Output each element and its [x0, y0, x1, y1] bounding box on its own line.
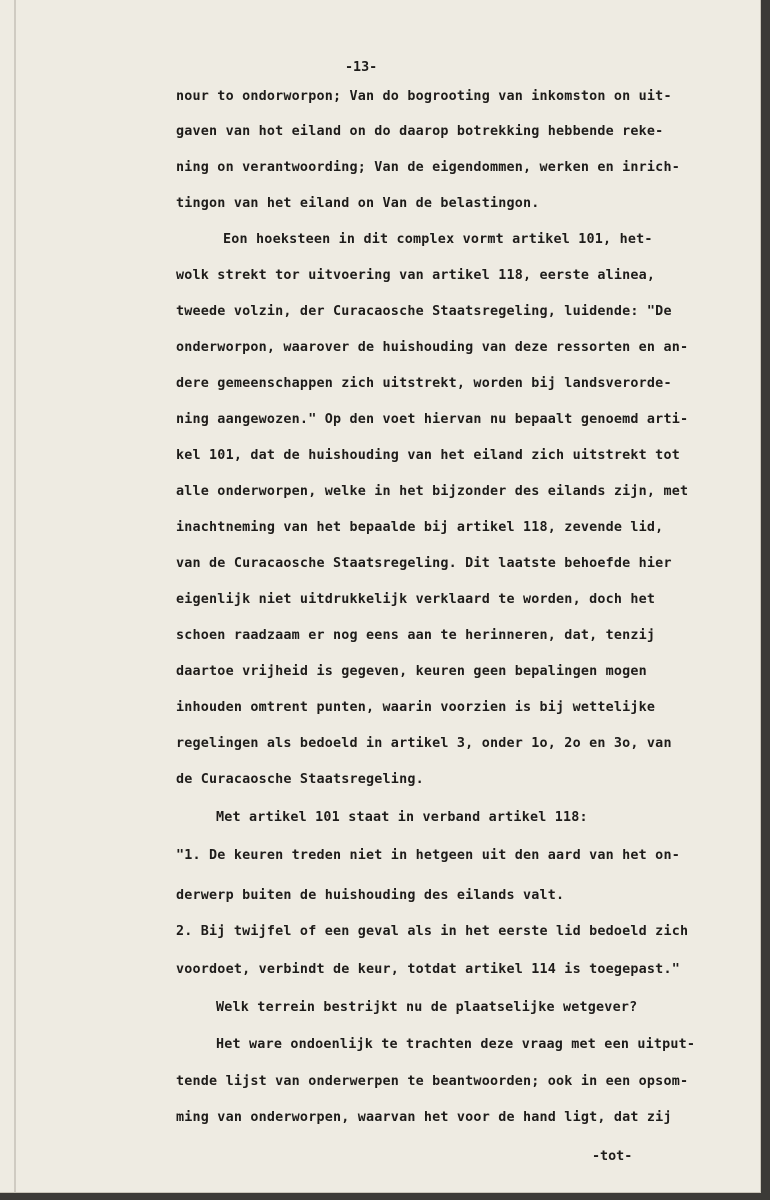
text-line: kel 101, dat de huishouding van het eiland zich uitstrekt tot: [176, 448, 680, 463]
text-line: daartoe vrijheid is gegeven, keuren geen bepalingen mogen: [176, 664, 647, 679]
text-line: ming van onderworpen, waarvan het voor de hand ligt, dat zij: [176, 1110, 672, 1125]
text-line: Het ware ondoenlijk te trachten deze vraag met een uitput-: [216, 1037, 696, 1052]
text-line: 2. Bij twijfel of een geval als in het eerste lid bedoeld zich: [176, 924, 689, 939]
catchword: -tot-: [592, 1149, 633, 1164]
text-line: wolk strekt tor uitvoering van artikel 118, eerste alinea,: [176, 268, 656, 283]
text-line: Eon hoeksteen in dit complex vormt artikel 101, het-: [223, 232, 653, 247]
text-line: Welk terrein bestrijkt nu de plaatselijke wetgever?: [216, 1000, 638, 1015]
text-line: eigenlijk niet uitdrukkelijk verklaard te worden, doch het: [176, 592, 656, 607]
text-line: onderworpon, waarover de huishouding van deze ressorten en an-: [176, 340, 689, 355]
text-line: inhouden omtrent punten, waarin voorzien is bij wettelijke: [176, 700, 656, 715]
text-line: Met artikel 101 staat in verband artikel 118:: [216, 810, 588, 825]
text-line: tende lijst van onderwerpen te beantwoorden; ook in een opsom-: [176, 1074, 689, 1089]
text-line: van de Curacaosche Staatsregeling. Dit laatste behoefde hier: [176, 556, 672, 571]
text-line: "1. De keuren treden niet in hetgeen uit den aard van het on-: [176, 848, 680, 863]
text-line: derwerp buiten de huishouding des eilands valt.: [176, 888, 565, 903]
text-line: tingon van het eiland on Van de belastingon.: [176, 196, 540, 211]
text-line: tweede volzin, der Curacaosche Staatsregeling, luidende: "De: [176, 304, 672, 319]
text-line: voordoet, verbindt de keur, totdat artikel 114 is toegepast.": [176, 962, 680, 977]
text-line: nour to ondorworpon; Van do bogrooting van inkomston on uit-: [176, 89, 672, 104]
text-line: alle onderworpen, welke in het bijzonder des eilands zijn, met: [176, 484, 689, 499]
text-line: ning aangewozen." Op den voet hiervan nu bepaalt genoemd arti-: [176, 412, 689, 427]
binding-edge: [14, 0, 16, 1192]
text-line: inachtneming van het bepaalde bij artikel 118, zevende lid,: [176, 520, 664, 535]
text-line: schoen raadzaam er nog eens aan te herinneren, dat, tenzij: [176, 628, 656, 643]
text-line: de Curacaosche Staatsregeling.: [176, 772, 424, 787]
text-line: ning on verantwoording; Van de eigendommen, werken en inrich-: [176, 160, 680, 175]
text-line: gaven van hot eiland on do daarop botrekking hebbende reke-: [176, 124, 664, 139]
page-number: -13-: [345, 60, 378, 75]
text-line: dere gemeenschappen zich uitstrekt, worden bij landsverorde-: [176, 376, 672, 391]
text-line: regelingen als bedoeld in artikel 3, onder 1o, 2o en 3o, van: [176, 736, 672, 751]
